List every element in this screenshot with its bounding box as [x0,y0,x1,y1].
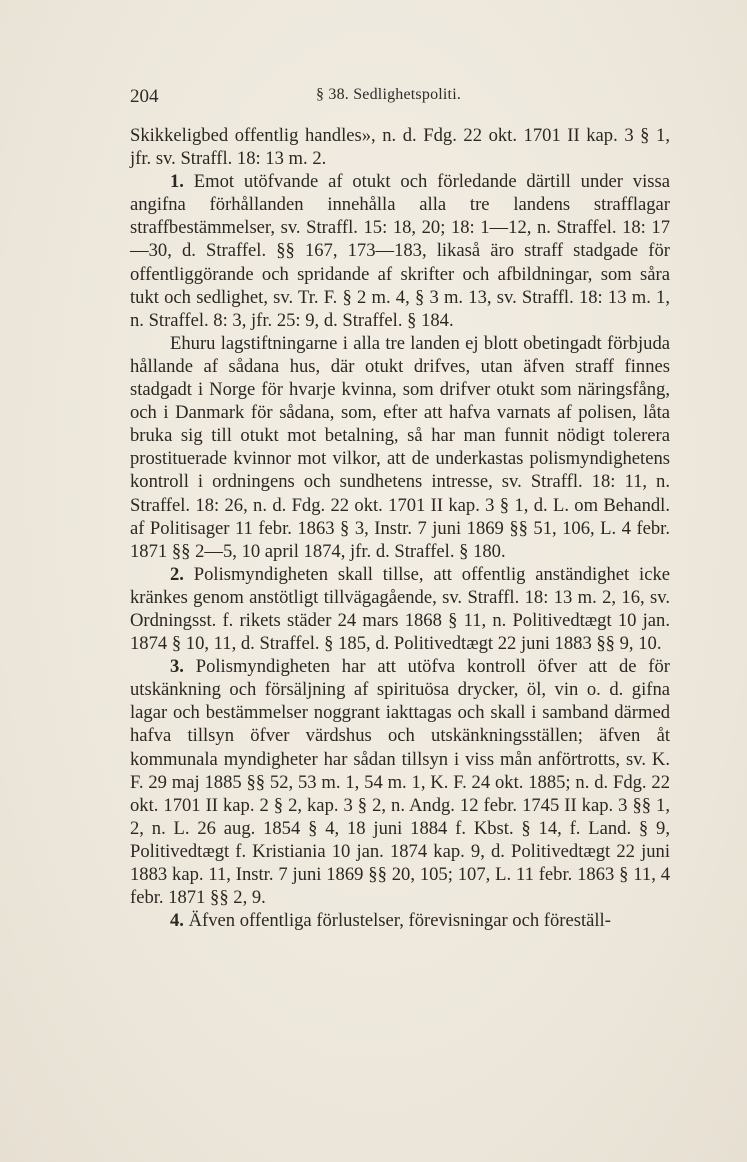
paragraph-text: Ehuru lagstiftningarne i alla tre landen ej blott obetingadt förbjuda hållande af sådana hus, där otukt drifves, utan äfven straff finnes stadgadt i Norge för hvarje kvinna, som drifver otukt som näringsfång, och i Danmark för sådana, som, efter att hafva varnats af polisen, låta bruka sig till otukt mot betalning, så har man funnit nödigt tolerera prostituerade kvinnor mot vilkor, att de underkastas polismyndighetens kontroll i ordningens och sundhetens intresse, sv. Straffl. 18: 11, n. Straffel. 18: 26, n. d. Fdg. 22 okt. 1701 II kap. 3 § 1, d. L. om Behandl. af Politisager 11 febr. 1863 § 3, Instr. 7 juni 1869 §§ 51, 106, L. 4 febr. 1871 §§ 2—5, 10 april 1874, jfr. d. Straffel. § 180. [130,332,670,562]
paragraph-text: Emot utöfvande af otukt och förledande därtill under vissa angifna förhållanden innehålla alla tre landens strafflagar straffbestämmelser, sv. Straffl. 15: 18, 20; 18: 1—12, n. Straffel. 18: 17—30, d. Straffel. §§ 167, 173—183, likaså äro straff stadgade för offentliggörande och spridande af skrifter och afbildningar, som såra tukt och sedlighet, sv. Tr. F. § 2 m. 4, § 3 m. 13, sv. Straffl. 18: 13 m. 1, n. Straffel. 8: 3, jfr. 25: 9, d. Straffel. § 184. [130,171,670,331]
paragraph-text: Polismyndigheten skall tillse, att offentlig anständighet icke kränkes genom anstötligt tillvägagående, sv. Straffl. 18: 13 m. 2, 16, sv. Ordningsst. f. rikets städer 24 mars 1868 § 11, n. Politivedtægt 10 jan. 1874 § 10, 11, d. Straffel. § 185, d. Politivedtægt 22 juni 1883 §§ 9, 10. [130,563,670,655]
paragraph-continuation [130,124,670,170]
paragraph-number: 1. [170,171,184,193]
paragraph-number: 3. [170,656,184,678]
page-header [130,86,670,110]
paragraph-text: Äfven offentliga förlustelser, förevisningar och föreställ- [188,910,611,932]
body-text [130,124,670,932]
paragraph-3 [130,655,670,909]
paragraph-text: Polismyndigheten har att utöfva kontroll öfver att de för utskänkning och försäljning af spirituösa drycker, öl, vin o. d. gifna lagar och bestämmelser noggrant iakttagas och skall i samband därmed hafva tillsyn öfver värdshus och utskänkningsställen; äfven åt kommunala myndigheter har sådan tillsyn i viss mån anförtrotts, sv. K. F. 29 maj 1885 §§ 52, 53 m. 1, 54 m. 1, K. F. 24 okt. 1885; n. d. Fdg. 22 okt. 1701 II kap. 2 § 2, kap. 3 § 2, n. Andg. 12 febr. 1745 II kap. 3 §§ 1, 2, n. L. 26 aug. 1854 § 4, 18 juni 1884 f. Kbst. § 14, f. Land. § 9, Politivedtægt f. Kristiania 10 jan. 1874 kap. 9, d. Politivedtægt 22 juni 1883 kap. 11, Instr. 7 juni 1869 §§ 20, 105; 107, L. 11 febr. 1863 § 11, 4 febr. 1871 §§ 2, 9. [130,656,670,909]
paragraph-text: Skikkeligbed offentlig handles», n. d. Fdg. 22 okt. 1701 II kap. 3 § 1, jfr. sv. Straffl. 18: 13 m. 2. [130,125,670,170]
paragraph-number: 4. [170,910,184,932]
running-head: § 38. Sedlighetspoliti. [316,86,462,103]
paragraph-4 [130,909,670,932]
paragraph-number: 2. [170,563,184,585]
paragraph-2 [130,563,670,655]
page-number: 204 [130,86,159,107]
paragraph-ehuru [130,332,670,563]
paragraph-1 [130,170,670,332]
